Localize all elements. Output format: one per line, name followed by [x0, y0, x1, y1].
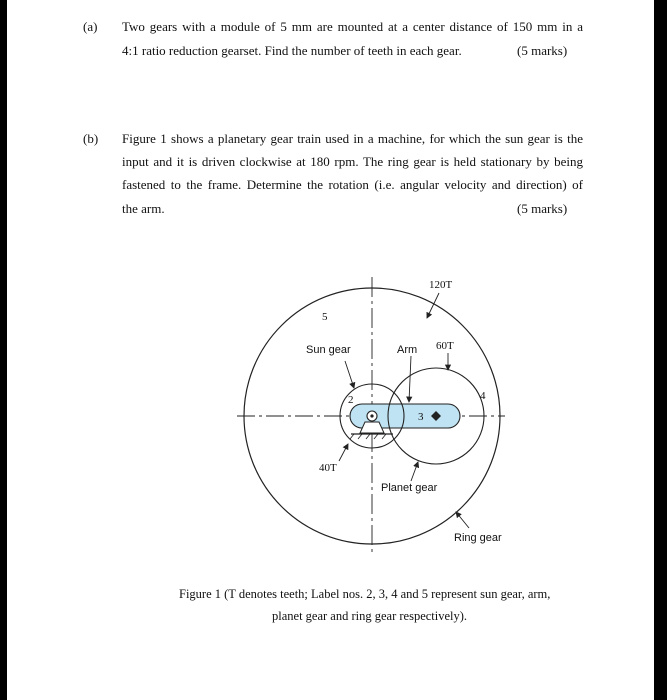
label-4: 4	[480, 390, 486, 402]
figure-caption-line-1: Figure 1 (T denotes teeth; Label nos. 2, 3, 4 and 5 represent sun gear, arm,	[179, 587, 551, 601]
sun-teeth-leader	[339, 444, 348, 461]
arm-leader	[409, 356, 411, 402]
part-b-label: (b)	[83, 131, 99, 146]
part-b-line-4: the arm.	[122, 201, 165, 216]
part-b-marks: (5 marks)	[517, 201, 568, 216]
part-a-line-1: Two gears with a module of 5 mm are mounted at a center distance of 150 mm in a	[122, 19, 583, 34]
sun-gear-label: Sun gear	[306, 344, 351, 356]
sun-gear-leader	[345, 361, 354, 388]
part-a-line-2: 4:1 ratio reduction gearset. Find the number of teeth in each gear.	[122, 43, 462, 58]
part-a-marks: (5 marks)	[517, 43, 568, 58]
part-b-line-2: input and it is driven clockwise at 180 rpm. The ring gear is held stationary by being	[122, 154, 583, 169]
part-a-label: (a)	[83, 19, 98, 34]
figure-caption-line-2: planet gear and ring gear respectively).	[272, 609, 468, 623]
planet-gear-leader	[411, 462, 418, 481]
label-2: 2	[348, 394, 354, 406]
part-b-line-3: fastened to the frame. Determine the rotation (i.e. angular velocity and direction) of	[122, 177, 583, 192]
ring-gear-leader	[456, 512, 469, 528]
arm-label: Arm	[397, 344, 418, 356]
ring-teeth-label: 120T	[429, 279, 453, 291]
label-5: 5	[322, 311, 328, 323]
label-3: 3	[418, 411, 424, 423]
document-page	[7, 0, 654, 700]
right-border	[654, 0, 667, 700]
planet-gear-label: Planet gear	[381, 482, 438, 494]
left-border	[0, 0, 7, 700]
ring-gear-label: Ring gear	[454, 532, 502, 544]
planet-teeth-label: 60T	[436, 340, 454, 352]
part-b-line-1: Figure 1 shows a planetary gear train used in a machine, for which the sun gear is the	[122, 131, 583, 146]
sun-teeth-label: 40T	[319, 462, 337, 474]
